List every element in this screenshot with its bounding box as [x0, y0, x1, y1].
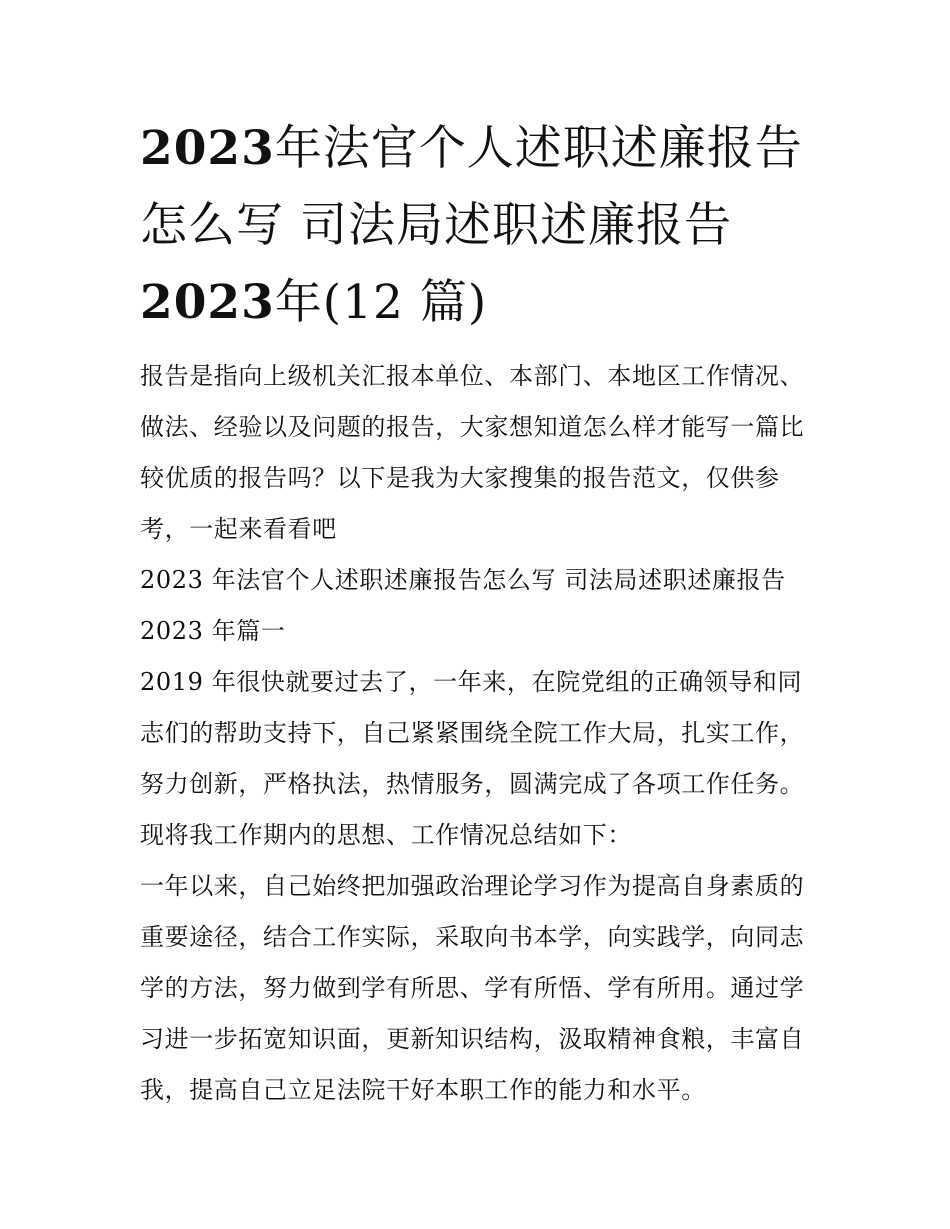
document-title	[140, 110, 820, 341]
text-line: 一年以来，自己始终把加强政治理论学习作为提高自身素质的	[140, 872, 805, 900]
text-line: 重要途径，结合工作实际，采取向书本学，向实践学，向同志	[140, 923, 805, 951]
title-text: 年法官个人述职述廉报告	[274, 121, 803, 176]
text-line: 做法、经验以及问题的报告，大家想知道怎么样才能写一篇比	[140, 413, 805, 441]
text-line: 学的方法，努力做到学有所思、学有所悟、学有所用。通过学	[140, 974, 805, 1002]
text-line: 考，一起来看看吧	[140, 515, 337, 543]
text-line: 我，提高自己立足法院干好本职工作的能力和水平。	[140, 1076, 706, 1104]
body-paragraph	[140, 657, 820, 861]
text-line: 2023 年篇一	[140, 617, 286, 645]
text-line: 习进一步拓宽知识面，更新知识结构，汲取精神食粮，丰富自	[140, 1025, 805, 1053]
title-text: 年(12 篇)	[274, 275, 488, 330]
text-line: 较优质的报告吗？以下是我为大家搜集的报告范文，仅供参	[140, 464, 780, 492]
text-line: 报告是指向上级机关汇报本单位、本部门、本地区工作情况、	[140, 362, 805, 390]
text-line: 2019 年很快就要过去了，一年来，在院党组的正确领导和同	[140, 668, 803, 696]
title-year: 2023	[140, 121, 275, 176]
title-line	[140, 264, 820, 341]
body-paragraph	[140, 861, 820, 1116]
title-year: 2023	[140, 275, 275, 330]
document-body	[140, 351, 820, 1116]
text-line: 2023 年法官个人述职述廉报告怎么写 司法局述职述廉报告	[140, 566, 786, 594]
text-line: 志们的帮助支持下，自己紧紧围绕全院工作大局，扎实工作，	[140, 719, 805, 747]
section-heading	[140, 555, 820, 657]
text-line: 努力创新，严格执法，热情服务，圆满完成了各项工作任务。	[140, 770, 805, 798]
title-line	[140, 110, 820, 187]
title-text: 怎么写 司法局述职述廉报告	[140, 198, 732, 253]
title-line	[140, 187, 820, 264]
text-line: 现将我工作期内的思想、工作情况总结如下：	[140, 821, 632, 849]
intro-paragraph	[140, 351, 820, 555]
document-page	[140, 110, 820, 1116]
